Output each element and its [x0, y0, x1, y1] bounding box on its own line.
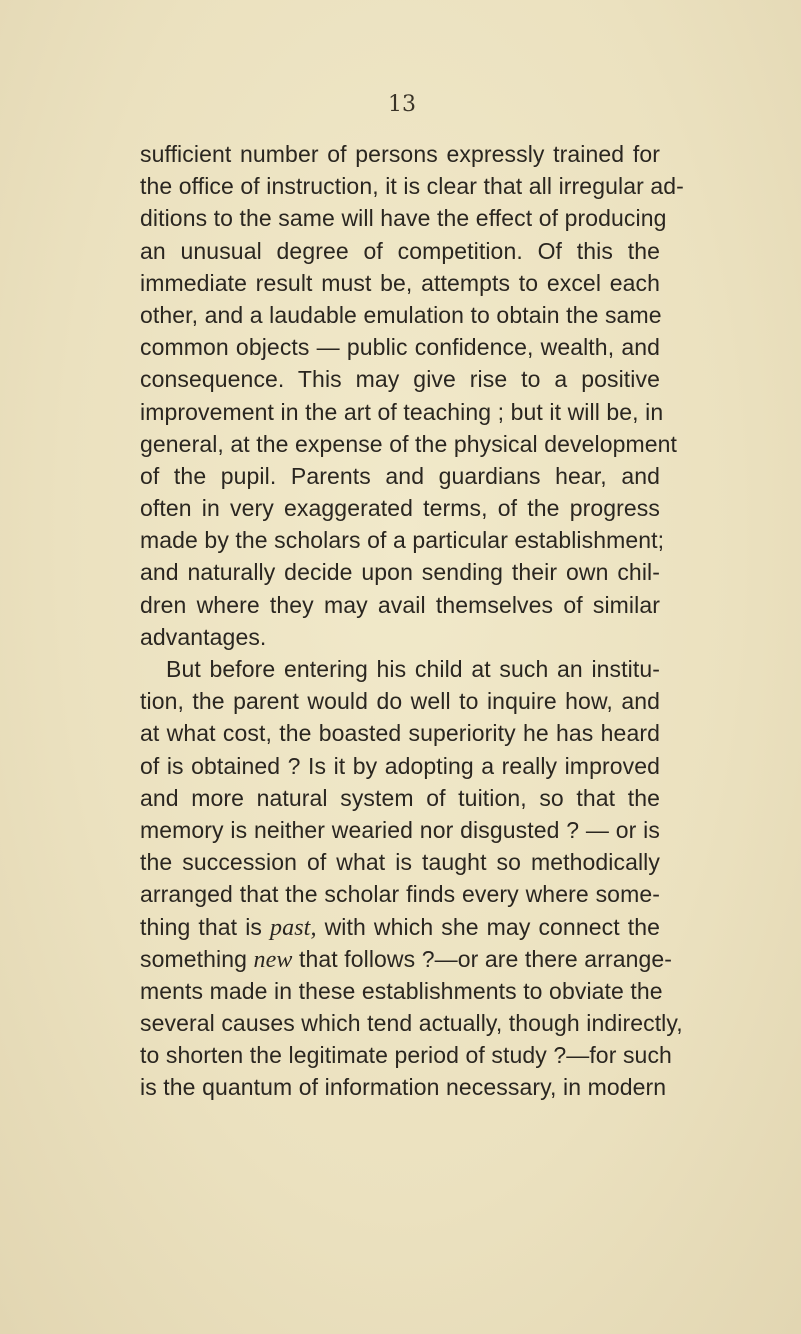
text-line: dren where they may avail themselves of similar	[140, 591, 660, 618]
text-line: memory is neither wearied nor disgusted ? — or is	[140, 816, 660, 843]
text-line: other, and a laudable emulation to obtain the same	[140, 301, 662, 328]
italic-word: new	[253, 946, 293, 973]
text-line: sufficient number of persons expressly trained for	[140, 141, 660, 167]
text-line: at what cost, the boasted superiority he has heard	[140, 720, 660, 747]
text-line: several causes which tend actually, though indirectly,	[140, 1010, 683, 1037]
text-line: immediate result must be, attempts to excel each	[140, 269, 660, 296]
text-segment: that follows ?—or are there arrange-	[292, 945, 673, 972]
text-line: arranged that the scholar finds every where some-	[140, 881, 660, 908]
text-line: an unusual degree of competition. Of this the	[140, 237, 660, 264]
text-line: common objects — public confidence, wealth, and	[140, 334, 660, 361]
body-text	[140, 138, 684, 1104]
text-line: improvement in the art of teaching ; but it will be, in	[140, 398, 664, 425]
text-line: tion, the parent would do well to inquire how, and	[140, 688, 660, 715]
italic-word: past,	[270, 914, 317, 941]
text-line: is the quantum of information necessary, in modern	[140, 1074, 667, 1101]
text-line: general, at the expense of the physical development	[140, 430, 678, 457]
text-line: and naturally decide upon sending their own chil-	[140, 559, 660, 586]
text-line: the succession of what is taught so methodically	[140, 849, 660, 876]
page-number: 13	[388, 92, 416, 117]
text-line: of is obtained ? Is it by adopting a really improved	[140, 752, 660, 779]
text-line: of the pupil. Parents and guardians hear, and	[140, 462, 660, 489]
text-line: consequence. This may give rise to a positive	[140, 366, 660, 393]
paragraph-end-line: advantages.	[140, 623, 267, 650]
text-line: often in very exaggerated terms, of the progress	[140, 495, 660, 522]
paragraph-start-line: But before entering his child at such an institu-	[166, 656, 660, 682]
text-line: to shorten the legitimate period of study ?—for such	[140, 1042, 672, 1069]
text-line: and more natural system of tuition, so that the	[140, 784, 660, 811]
text-line-with-italic	[140, 911, 660, 943]
text-line: the office of instruction, it is clear that all irregular ad-	[140, 173, 684, 200]
text-segment: thing that is	[140, 913, 271, 940]
text-line: ments made in these establishments to obviate the	[140, 977, 663, 1004]
text-line: made by the scholars of a particular establishment;	[140, 527, 665, 554]
text-segment: with which she may connect the	[316, 913, 660, 940]
text-segment: something	[140, 945, 254, 972]
text-line-with-italic	[140, 943, 673, 975]
text-line: ditions to the same will have the effect of producing	[140, 205, 667, 232]
